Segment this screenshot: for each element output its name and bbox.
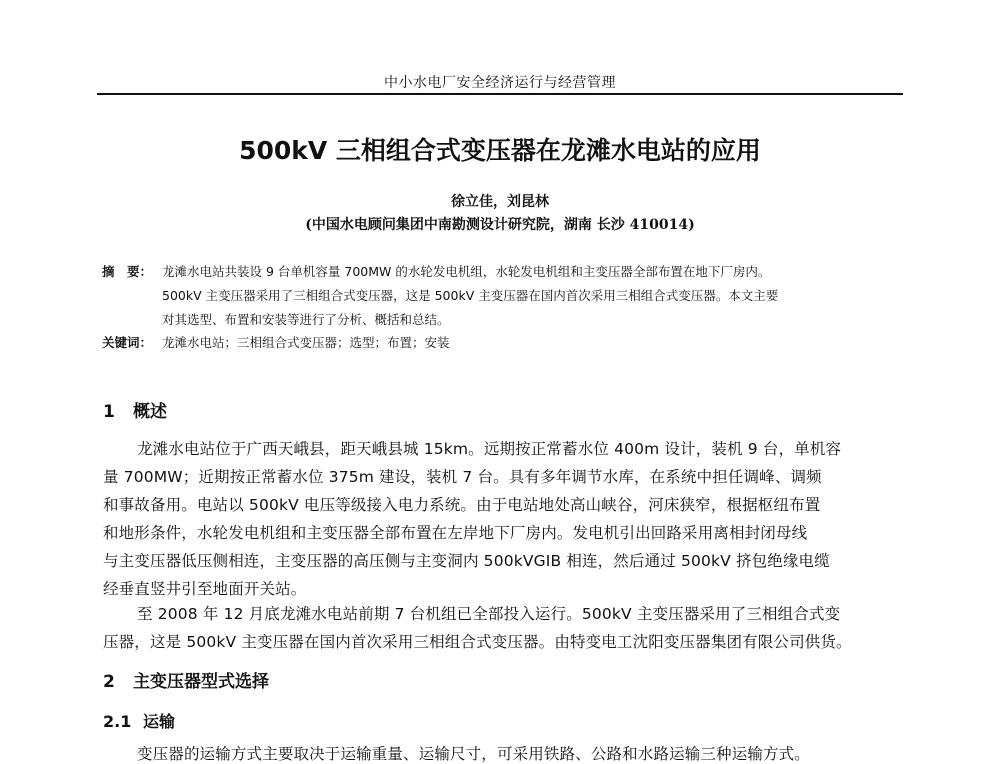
subsection-number: 2.1 [103, 712, 132, 731]
section-title: 概述 [133, 402, 167, 422]
abstract-line: 500kV 主变压器采用了三相组合式变压器，这是 500kV 主变压器在国内首次采用三相组合式变压器。本文主要 [162, 288, 779, 303]
keywords-label: 关键词： [102, 335, 153, 350]
paragraph-line: 变压器的运输方式主要取决于运输重量、运输尺寸，可采用铁路、公路和水路运输三种运输方式。 [137, 745, 810, 763]
paragraph-line: 和事故备用。电站以 500kV 电压等级接入电力系统。由于电站地处高山峡谷，河床狭窄，根据枢纽布置 [103, 496, 821, 514]
abstract-line: 龙滩水电站共装设 9 台单机容量 700MW 的水轮发电机组，水轮发电机组和主变压器全部布置在地下厂房内。 [162, 264, 771, 279]
section-number: 1 [103, 402, 115, 422]
paragraph-line: 压器，这是 500kV 主变压器在国内首次采用三相组合式变压器。由特变电工沈阳变压器集团有限公司供货。 [103, 633, 852, 651]
section-heading [103, 397, 167, 422]
header-rule [97, 93, 903, 95]
subsection-heading [103, 709, 175, 732]
section-title: 主变压器型式选择 [133, 672, 269, 692]
paragraph-line: 经垂直竖井引至地面开关站。 [103, 580, 307, 598]
paragraph-line: 量 700MW；近期按正常蓄水位 375m 建设，装机 7 台。具有多年调节水库，在系统中担任调峰、调频 [103, 468, 822, 486]
paragraph-line: 与主变压器低压侧相连，主变压器的高压侧与主变洞内 500kVGIB 相连，然后通过 500kV 挤包绝缘电缆 [103, 552, 830, 570]
keywords-text: 龙滩水电站；三相组合式变压器；选型；布置；安装 [162, 335, 450, 350]
affiliation: (中国水电顾问集团中南勘测设计研究院，湖南 长沙 410014) [305, 217, 695, 233]
subsection-title: 运输 [143, 712, 176, 731]
abstract-label: 摘 要： [102, 264, 153, 279]
authors: 徐立佳，刘昆林 [451, 194, 549, 210]
section-heading [103, 667, 269, 692]
paragraph-line: 龙滩水电站位于广西天峨县，距天峨县城 15km。远期按正常蓄水位 400m 设计，装机 9 台，单机容 [137, 440, 842, 458]
abstract-line: 对其选型、布置和安装等进行了分析、概括和总结。 [162, 312, 450, 327]
paper-title: 500kV 三相组合式变压器在龙滩水电站的应用 [239, 136, 761, 165]
paragraph-line: 和地形条件，水轮发电机组和主变压器全部布置在左岸地下厂房内。发电机引出回路采用离相封闭母线 [103, 524, 808, 542]
running-header: 中小水电厂安全经济运行与经营管理 [384, 75, 616, 91]
paragraph-line: 至 2008 年 12 月底龙滩水电站前期 7 台机组已全部投入运行。500kV 主变压器采用了三相组合式变 [137, 605, 841, 623]
section-number: 2 [103, 672, 115, 692]
